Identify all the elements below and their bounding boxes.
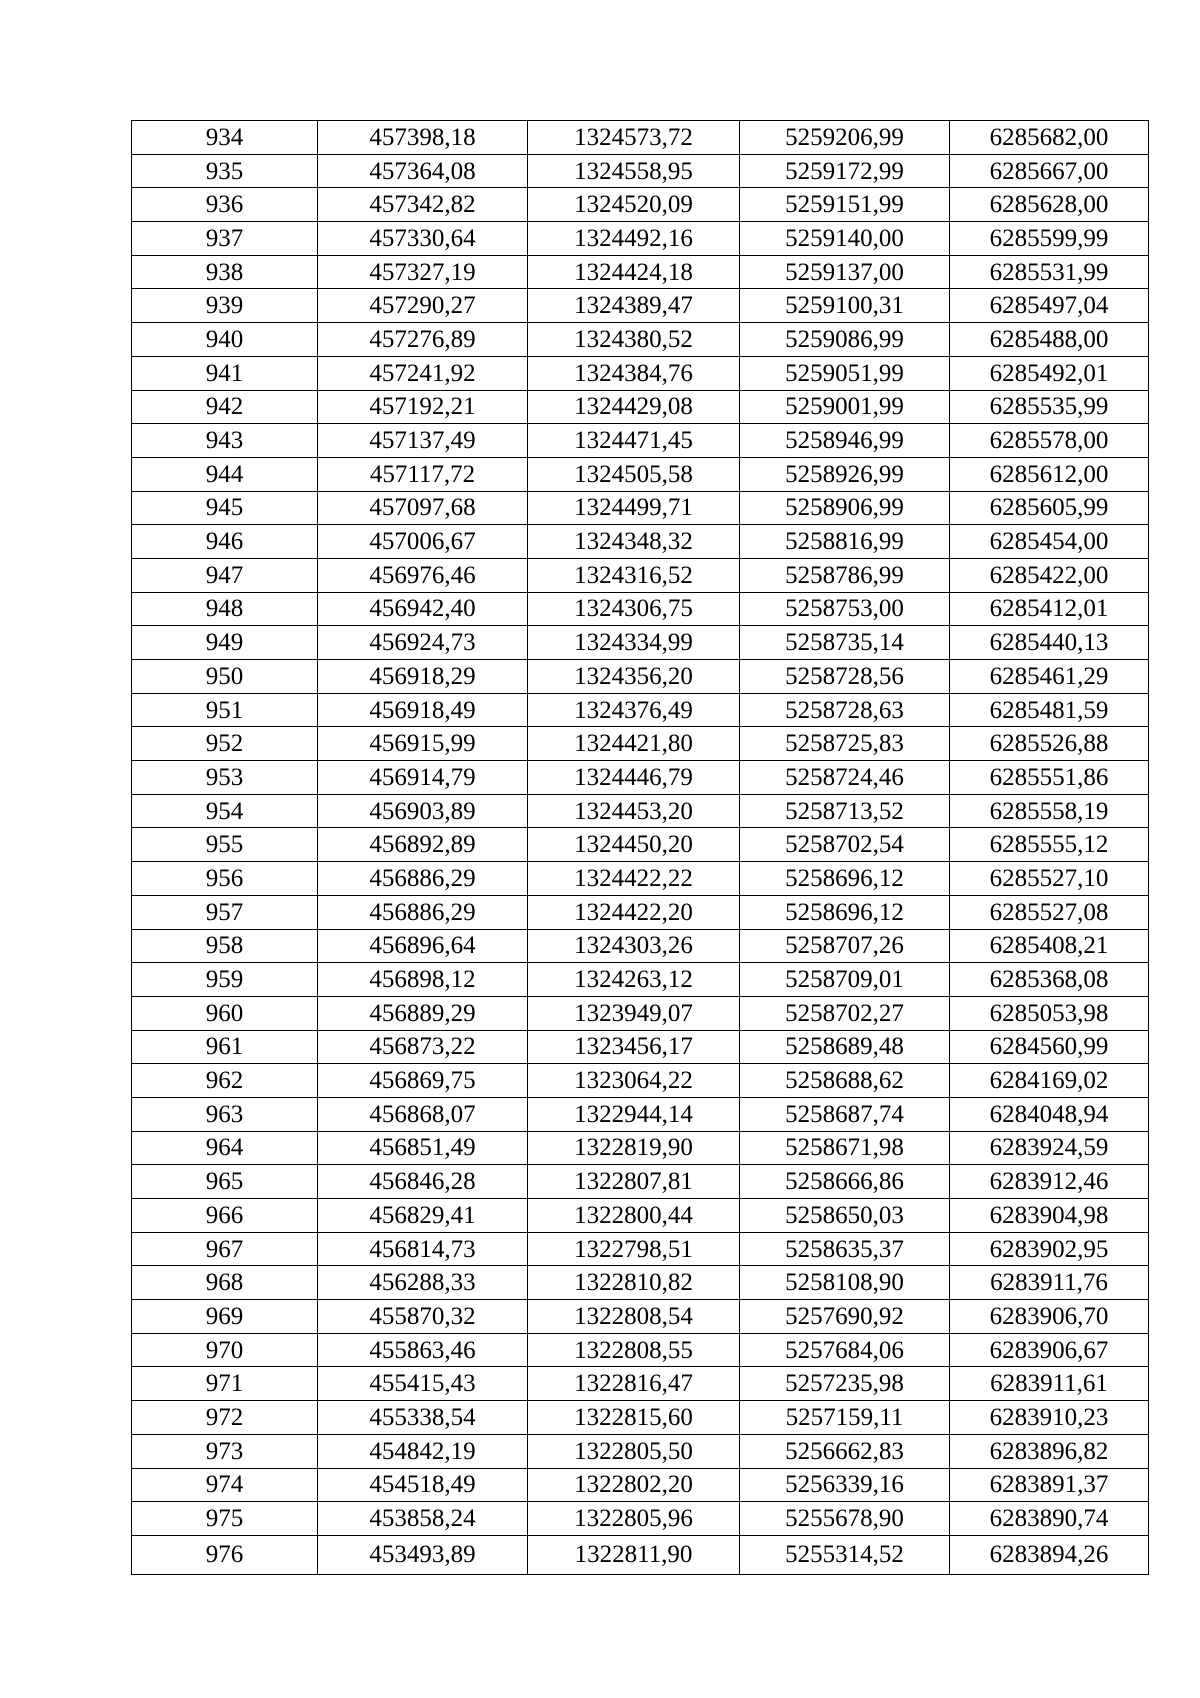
table-row <box>132 424 1149 458</box>
point-number-cell: 958 <box>132 929 318 963</box>
x2-cell: 5258724,46 <box>740 761 950 795</box>
table-row <box>132 1097 1149 1131</box>
y1-cell: 1324303,26 <box>528 929 740 963</box>
y2-cell: 6285497,04 <box>950 289 1149 323</box>
y1-cell: 1324424,18 <box>528 255 740 289</box>
table-row <box>132 1367 1149 1401</box>
y1-cell: 1324429,08 <box>528 390 740 424</box>
point-number-cell: 964 <box>132 1131 318 1165</box>
x1-cell: 457006,67 <box>318 525 528 559</box>
y2-cell: 6285368,08 <box>950 963 1149 997</box>
y2-cell: 6285558,19 <box>950 794 1149 828</box>
x2-cell: 5257690,92 <box>740 1300 950 1334</box>
point-number-cell: 936 <box>132 188 318 222</box>
y1-cell: 1324499,71 <box>528 491 740 525</box>
x2-cell: 5258635,37 <box>740 1232 950 1266</box>
x2-cell: 5258713,52 <box>740 794 950 828</box>
y2-cell: 6283912,46 <box>950 1165 1149 1199</box>
y1-cell: 1324389,47 <box>528 289 740 323</box>
point-number-cell: 961 <box>132 1030 318 1064</box>
table-row <box>132 222 1149 256</box>
point-number-cell: 957 <box>132 895 318 929</box>
y2-cell: 6285492,01 <box>950 356 1149 390</box>
point-number-cell: 967 <box>132 1232 318 1266</box>
x1-cell: 456924,73 <box>318 626 528 660</box>
table-row <box>132 154 1149 188</box>
x1-cell: 456976,46 <box>318 558 528 592</box>
y2-cell: 6285526,88 <box>950 727 1149 761</box>
point-number-cell: 939 <box>132 289 318 323</box>
y2-cell: 6285440,13 <box>950 626 1149 660</box>
y1-cell: 1324422,20 <box>528 895 740 929</box>
y1-cell: 1324450,20 <box>528 828 740 862</box>
x2-cell: 5258671,98 <box>740 1131 950 1165</box>
table-row <box>132 356 1149 390</box>
y2-cell: 6283911,61 <box>950 1367 1149 1401</box>
y2-cell: 6283902,95 <box>950 1232 1149 1266</box>
x1-cell: 457290,27 <box>318 289 528 323</box>
point-number-cell: 955 <box>132 828 318 862</box>
y2-cell: 6284560,99 <box>950 1030 1149 1064</box>
x1-cell: 457137,49 <box>318 424 528 458</box>
point-number-cell: 976 <box>132 1535 318 1574</box>
y1-cell: 1322808,54 <box>528 1300 740 1334</box>
y1-cell: 1324505,58 <box>528 457 740 491</box>
y2-cell: 6283890,74 <box>950 1502 1149 1536</box>
x2-cell: 5258906,99 <box>740 491 950 525</box>
y1-cell: 1322798,51 <box>528 1232 740 1266</box>
x1-cell: 456851,49 <box>318 1131 528 1165</box>
point-number-cell: 969 <box>132 1300 318 1334</box>
y2-cell: 6285555,12 <box>950 828 1149 862</box>
y2-cell: 6283896,82 <box>950 1434 1149 1468</box>
x2-cell: 5256339,16 <box>740 1468 950 1502</box>
x1-cell: 456942,40 <box>318 592 528 626</box>
y1-cell: 1322807,81 <box>528 1165 740 1199</box>
y2-cell: 6285527,08 <box>950 895 1149 929</box>
y1-cell: 1324421,80 <box>528 727 740 761</box>
x1-cell: 455415,43 <box>318 1367 528 1401</box>
point-number-cell: 960 <box>132 996 318 1030</box>
x2-cell: 5258687,74 <box>740 1097 950 1131</box>
x1-cell: 457398,18 <box>318 121 528 155</box>
y2-cell: 6283891,37 <box>950 1468 1149 1502</box>
point-number-cell: 966 <box>132 1199 318 1233</box>
table-row <box>132 1131 1149 1165</box>
x2-cell: 5259086,99 <box>740 323 950 357</box>
point-number-cell: 975 <box>132 1502 318 1536</box>
y1-cell: 1324263,12 <box>528 963 740 997</box>
x1-cell: 456846,28 <box>318 1165 528 1199</box>
x1-cell: 453858,24 <box>318 1502 528 1536</box>
table-row <box>132 761 1149 795</box>
x1-cell: 455338,54 <box>318 1401 528 1435</box>
point-number-cell: 972 <box>132 1401 318 1435</box>
x2-cell: 5258702,54 <box>740 828 950 862</box>
table-row <box>132 121 1149 155</box>
y1-cell: 1324453,20 <box>528 794 740 828</box>
x2-cell: 5258707,26 <box>740 929 950 963</box>
table-row <box>132 525 1149 559</box>
y1-cell: 1324573,72 <box>528 121 740 155</box>
x2-cell: 5255678,90 <box>740 1502 950 1536</box>
x1-cell: 457192,21 <box>318 390 528 424</box>
table-row <box>132 592 1149 626</box>
point-number-cell: 938 <box>132 255 318 289</box>
x1-cell: 455870,32 <box>318 1300 528 1334</box>
y2-cell: 6283906,67 <box>950 1333 1149 1367</box>
y2-cell: 6284048,94 <box>950 1097 1149 1131</box>
y2-cell: 6285551,86 <box>950 761 1149 795</box>
y1-cell: 1322805,96 <box>528 1502 740 1536</box>
y1-cell: 1323064,22 <box>528 1064 740 1098</box>
y1-cell: 1322816,47 <box>528 1367 740 1401</box>
x2-cell: 5258816,99 <box>740 525 950 559</box>
point-number-cell: 946 <box>132 525 318 559</box>
y2-cell: 6285422,00 <box>950 558 1149 592</box>
x1-cell: 457117,72 <box>318 457 528 491</box>
table-row <box>132 1434 1149 1468</box>
x1-cell: 455863,46 <box>318 1333 528 1367</box>
y2-cell: 6285408,21 <box>950 929 1149 963</box>
table-row <box>132 828 1149 862</box>
point-number-cell: 959 <box>132 963 318 997</box>
x1-cell: 456915,99 <box>318 727 528 761</box>
x1-cell: 457330,64 <box>318 222 528 256</box>
x1-cell: 456918,29 <box>318 660 528 694</box>
x1-cell: 456869,75 <box>318 1064 528 1098</box>
y1-cell: 1322805,50 <box>528 1434 740 1468</box>
table-row <box>132 1401 1149 1435</box>
table-row <box>132 1030 1149 1064</box>
table-row <box>132 1333 1149 1367</box>
table-row <box>132 1468 1149 1502</box>
table-row <box>132 1266 1149 1300</box>
point-number-cell: 948 <box>132 592 318 626</box>
x2-cell: 5258650,03 <box>740 1199 950 1233</box>
table-row <box>132 1300 1149 1334</box>
point-number-cell: 974 <box>132 1468 318 1502</box>
table-row <box>132 1232 1149 1266</box>
y1-cell: 1322815,60 <box>528 1401 740 1435</box>
x2-cell: 5258689,48 <box>740 1030 950 1064</box>
table-row <box>132 1199 1149 1233</box>
point-number-cell: 937 <box>132 222 318 256</box>
x1-cell: 454842,19 <box>318 1434 528 1468</box>
point-number-cell: 956 <box>132 862 318 896</box>
y2-cell: 6284169,02 <box>950 1064 1149 1098</box>
y2-cell: 6285612,00 <box>950 457 1149 491</box>
y1-cell: 1322800,44 <box>528 1199 740 1233</box>
table-row <box>132 862 1149 896</box>
point-number-cell: 962 <box>132 1064 318 1098</box>
y1-cell: 1324422,22 <box>528 862 740 896</box>
y2-cell: 6285578,00 <box>950 424 1149 458</box>
point-number-cell: 950 <box>132 660 318 694</box>
y2-cell: 6285599,99 <box>950 222 1149 256</box>
x1-cell: 454518,49 <box>318 1468 528 1502</box>
y1-cell: 1324348,32 <box>528 525 740 559</box>
x2-cell: 5258702,27 <box>740 996 950 1030</box>
y2-cell: 6285667,00 <box>950 154 1149 188</box>
x2-cell: 5258926,99 <box>740 457 950 491</box>
x1-cell: 457342,82 <box>318 188 528 222</box>
x1-cell: 456903,89 <box>318 794 528 828</box>
y1-cell: 1322811,90 <box>528 1535 740 1574</box>
x1-cell: 456873,22 <box>318 1030 528 1064</box>
y1-cell: 1324376,49 <box>528 693 740 727</box>
x2-cell: 5258108,90 <box>740 1266 950 1300</box>
y2-cell: 6285628,00 <box>950 188 1149 222</box>
table-row <box>132 693 1149 727</box>
y2-cell: 6283911,76 <box>950 1266 1149 1300</box>
y2-cell: 6285053,98 <box>950 996 1149 1030</box>
x1-cell: 456918,49 <box>318 693 528 727</box>
y2-cell: 6285454,00 <box>950 525 1149 559</box>
y2-cell: 6283906,70 <box>950 1300 1149 1334</box>
table-row <box>132 794 1149 828</box>
point-number-cell: 934 <box>132 121 318 155</box>
point-number-cell: 949 <box>132 626 318 660</box>
table-row <box>132 626 1149 660</box>
point-number-cell: 944 <box>132 457 318 491</box>
x2-cell: 5258946,99 <box>740 424 950 458</box>
x2-cell: 5258688,62 <box>740 1064 950 1098</box>
coordinates-table <box>131 120 1149 1575</box>
y1-cell: 1324380,52 <box>528 323 740 357</box>
point-number-cell: 973 <box>132 1434 318 1468</box>
y1-cell: 1322810,82 <box>528 1266 740 1300</box>
table-row <box>132 1064 1149 1098</box>
x2-cell: 5258725,83 <box>740 727 950 761</box>
y1-cell: 1322819,90 <box>528 1131 740 1165</box>
y1-cell: 1324520,09 <box>528 188 740 222</box>
y2-cell: 6285461,29 <box>950 660 1149 694</box>
x2-cell: 5258666,86 <box>740 1165 950 1199</box>
x2-cell: 5258728,56 <box>740 660 950 694</box>
x2-cell: 5259172,99 <box>740 154 950 188</box>
x1-cell: 457097,68 <box>318 491 528 525</box>
table-row <box>132 1502 1149 1536</box>
x1-cell: 456814,73 <box>318 1232 528 1266</box>
x2-cell: 5258753,00 <box>740 592 950 626</box>
x1-cell: 456886,29 <box>318 862 528 896</box>
point-number-cell: 965 <box>132 1165 318 1199</box>
point-number-cell: 963 <box>132 1097 318 1131</box>
table-row <box>132 895 1149 929</box>
y2-cell: 6283904,98 <box>950 1199 1149 1233</box>
table-row <box>132 491 1149 525</box>
x2-cell: 5259051,99 <box>740 356 950 390</box>
point-number-cell: 968 <box>132 1266 318 1300</box>
y1-cell: 1323456,17 <box>528 1030 740 1064</box>
y1-cell: 1324316,52 <box>528 558 740 592</box>
table-row <box>132 660 1149 694</box>
table-row <box>132 390 1149 424</box>
x1-cell: 456896,64 <box>318 929 528 963</box>
y1-cell: 1323949,07 <box>528 996 740 1030</box>
y1-cell: 1324384,76 <box>528 356 740 390</box>
y1-cell: 1324334,99 <box>528 626 740 660</box>
x1-cell: 456886,29 <box>318 895 528 929</box>
x1-cell: 457364,08 <box>318 154 528 188</box>
y1-cell: 1324492,16 <box>528 222 740 256</box>
y2-cell: 6283924,59 <box>950 1131 1149 1165</box>
point-number-cell: 954 <box>132 794 318 828</box>
table-row <box>132 188 1149 222</box>
y1-cell: 1322944,14 <box>528 1097 740 1131</box>
x2-cell: 5258786,99 <box>740 558 950 592</box>
x2-cell: 5258696,12 <box>740 895 950 929</box>
x1-cell: 457327,19 <box>318 255 528 289</box>
x2-cell: 5259151,99 <box>740 188 950 222</box>
x1-cell: 456288,33 <box>318 1266 528 1300</box>
x1-cell: 453493,89 <box>318 1535 528 1574</box>
x1-cell: 456898,12 <box>318 963 528 997</box>
point-number-cell: 947 <box>132 558 318 592</box>
table-row <box>132 1535 1149 1574</box>
y1-cell: 1322808,55 <box>528 1333 740 1367</box>
point-number-cell: 970 <box>132 1333 318 1367</box>
y2-cell: 6283910,23 <box>950 1401 1149 1435</box>
x2-cell: 5258735,14 <box>740 626 950 660</box>
x2-cell: 5258709,01 <box>740 963 950 997</box>
y1-cell: 1324558,95 <box>528 154 740 188</box>
x2-cell: 5259137,00 <box>740 255 950 289</box>
y1-cell: 1322802,20 <box>528 1468 740 1502</box>
table-row <box>132 996 1149 1030</box>
point-number-cell: 971 <box>132 1367 318 1401</box>
table-row <box>132 963 1149 997</box>
y1-cell: 1324356,20 <box>528 660 740 694</box>
x1-cell: 456889,29 <box>318 996 528 1030</box>
x1-cell: 456829,41 <box>318 1199 528 1233</box>
x1-cell: 457276,89 <box>318 323 528 357</box>
y1-cell: 1324306,75 <box>528 592 740 626</box>
y2-cell: 6283894,26 <box>950 1535 1149 1574</box>
y2-cell: 6285488,00 <box>950 323 1149 357</box>
x2-cell: 5257684,06 <box>740 1333 950 1367</box>
x2-cell: 5258696,12 <box>740 862 950 896</box>
x2-cell: 5257159,11 <box>740 1401 950 1435</box>
y1-cell: 1324446,79 <box>528 761 740 795</box>
table-row <box>132 727 1149 761</box>
x2-cell: 5256662,83 <box>740 1434 950 1468</box>
x2-cell: 5259001,99 <box>740 390 950 424</box>
table-row <box>132 255 1149 289</box>
point-number-cell: 951 <box>132 693 318 727</box>
y1-cell: 1324471,45 <box>528 424 740 458</box>
table-row <box>132 558 1149 592</box>
y2-cell: 6285531,99 <box>950 255 1149 289</box>
x2-cell: 5257235,98 <box>740 1367 950 1401</box>
coordinates-table-body <box>132 121 1149 1575</box>
point-number-cell: 942 <box>132 390 318 424</box>
table-row <box>132 1165 1149 1199</box>
x2-cell: 5255314,52 <box>740 1535 950 1574</box>
x2-cell: 5258728,63 <box>740 693 950 727</box>
table-row <box>132 929 1149 963</box>
y2-cell: 6285527,10 <box>950 862 1149 896</box>
y2-cell: 6285412,01 <box>950 592 1149 626</box>
y2-cell: 6285682,00 <box>950 121 1149 155</box>
point-number-cell: 935 <box>132 154 318 188</box>
point-number-cell: 940 <box>132 323 318 357</box>
table-row <box>132 457 1149 491</box>
point-number-cell: 953 <box>132 761 318 795</box>
table-row <box>132 289 1149 323</box>
y2-cell: 6285535,99 <box>950 390 1149 424</box>
x2-cell: 5259100,31 <box>740 289 950 323</box>
table-row <box>132 323 1149 357</box>
point-number-cell: 945 <box>132 491 318 525</box>
x1-cell: 456892,89 <box>318 828 528 862</box>
x1-cell: 456868,07 <box>318 1097 528 1131</box>
x2-cell: 5259140,00 <box>740 222 950 256</box>
x1-cell: 456914,79 <box>318 761 528 795</box>
point-number-cell: 943 <box>132 424 318 458</box>
x1-cell: 457241,92 <box>318 356 528 390</box>
y2-cell: 6285605,99 <box>950 491 1149 525</box>
point-number-cell: 941 <box>132 356 318 390</box>
y2-cell: 6285481,59 <box>950 693 1149 727</box>
x2-cell: 5259206,99 <box>740 121 950 155</box>
point-number-cell: 952 <box>132 727 318 761</box>
